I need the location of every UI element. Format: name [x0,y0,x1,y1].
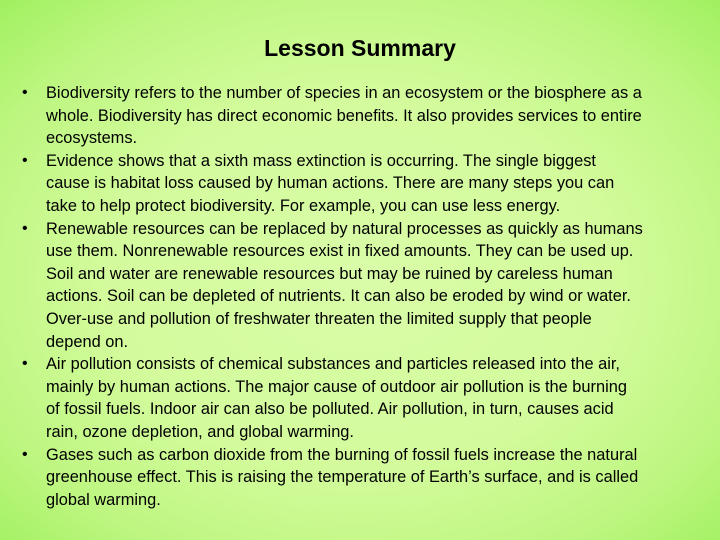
bullet-marker: • [22,445,28,463]
bullet-line: rain, ozone depletion, and global warming. [46,422,354,441]
bullet-text [46,150,712,218]
bullet-item [22,150,712,218]
bullet-line: Evidence shows that a sixth mass extinction is occurring. The single biggest [46,151,596,170]
bullet-line: Gases such as carbon dioxide from the burning of fossil fuels increase the natural [46,445,638,464]
bullet-line: mainly by human actions. The major cause of outdoor air pollution is the burning [46,377,627,396]
bullet-text [46,353,712,443]
bullet-text [46,218,712,354]
bullet-line: global warming. [46,490,161,509]
bullet-line: take to help protect biodiversity. For example, you can use less energy. [46,196,561,215]
bullet-line: depend on. [46,332,129,351]
bullet-item [22,218,712,354]
bullet-text [46,444,712,512]
bullet-marker: • [22,219,28,237]
bullet-item [22,353,712,443]
bullet-line: of fossil fuels. Indoor air can also be polluted. Air pollution, in turn, causes acid [46,400,614,419]
bullet-item [22,82,712,150]
bullet-line: Biodiversity refers to the number of species in an ecosystem or the biosphere as a [46,84,642,102]
bullet-marker: • [22,355,28,373]
bullet-line: greenhouse effect. This is raising the temperature of Earth’s surface, and is called [46,468,639,487]
bullet-item [22,444,712,512]
bullet-list [22,82,712,511]
bullet-line: Over-use and pollution of freshwater threaten the limited supply that people [46,309,592,328]
bullet-line: cause is habitat loss caused by human actions. There are many steps you can [46,174,615,193]
bullet-marker: • [22,84,28,101]
bullet-line: actions. Soil can be depleted of nutrients. It can also be eroded by wind or water. [46,287,631,306]
bullet-line: Air pollution consists of chemical substances and particles released into the air, [46,355,620,374]
bullet-line: ecosystems. [46,129,138,148]
bullet-marker: • [22,151,28,169]
bullet-text [46,82,712,150]
bullet-line: use them. Nonrenewable resources exist in fixed amounts. They can be used up. [46,242,634,261]
bullet-line: whole. Biodiversity has direct economic benefits. It also provides services to entire [46,106,642,125]
bullet-line: Renewable resources can be replaced by natural processes as quickly as humans [46,219,643,238]
bullet-line: Soil and water are renewable resources but may be ruined by careless human [46,264,613,283]
slide-title: Lesson Summary [264,35,456,61]
